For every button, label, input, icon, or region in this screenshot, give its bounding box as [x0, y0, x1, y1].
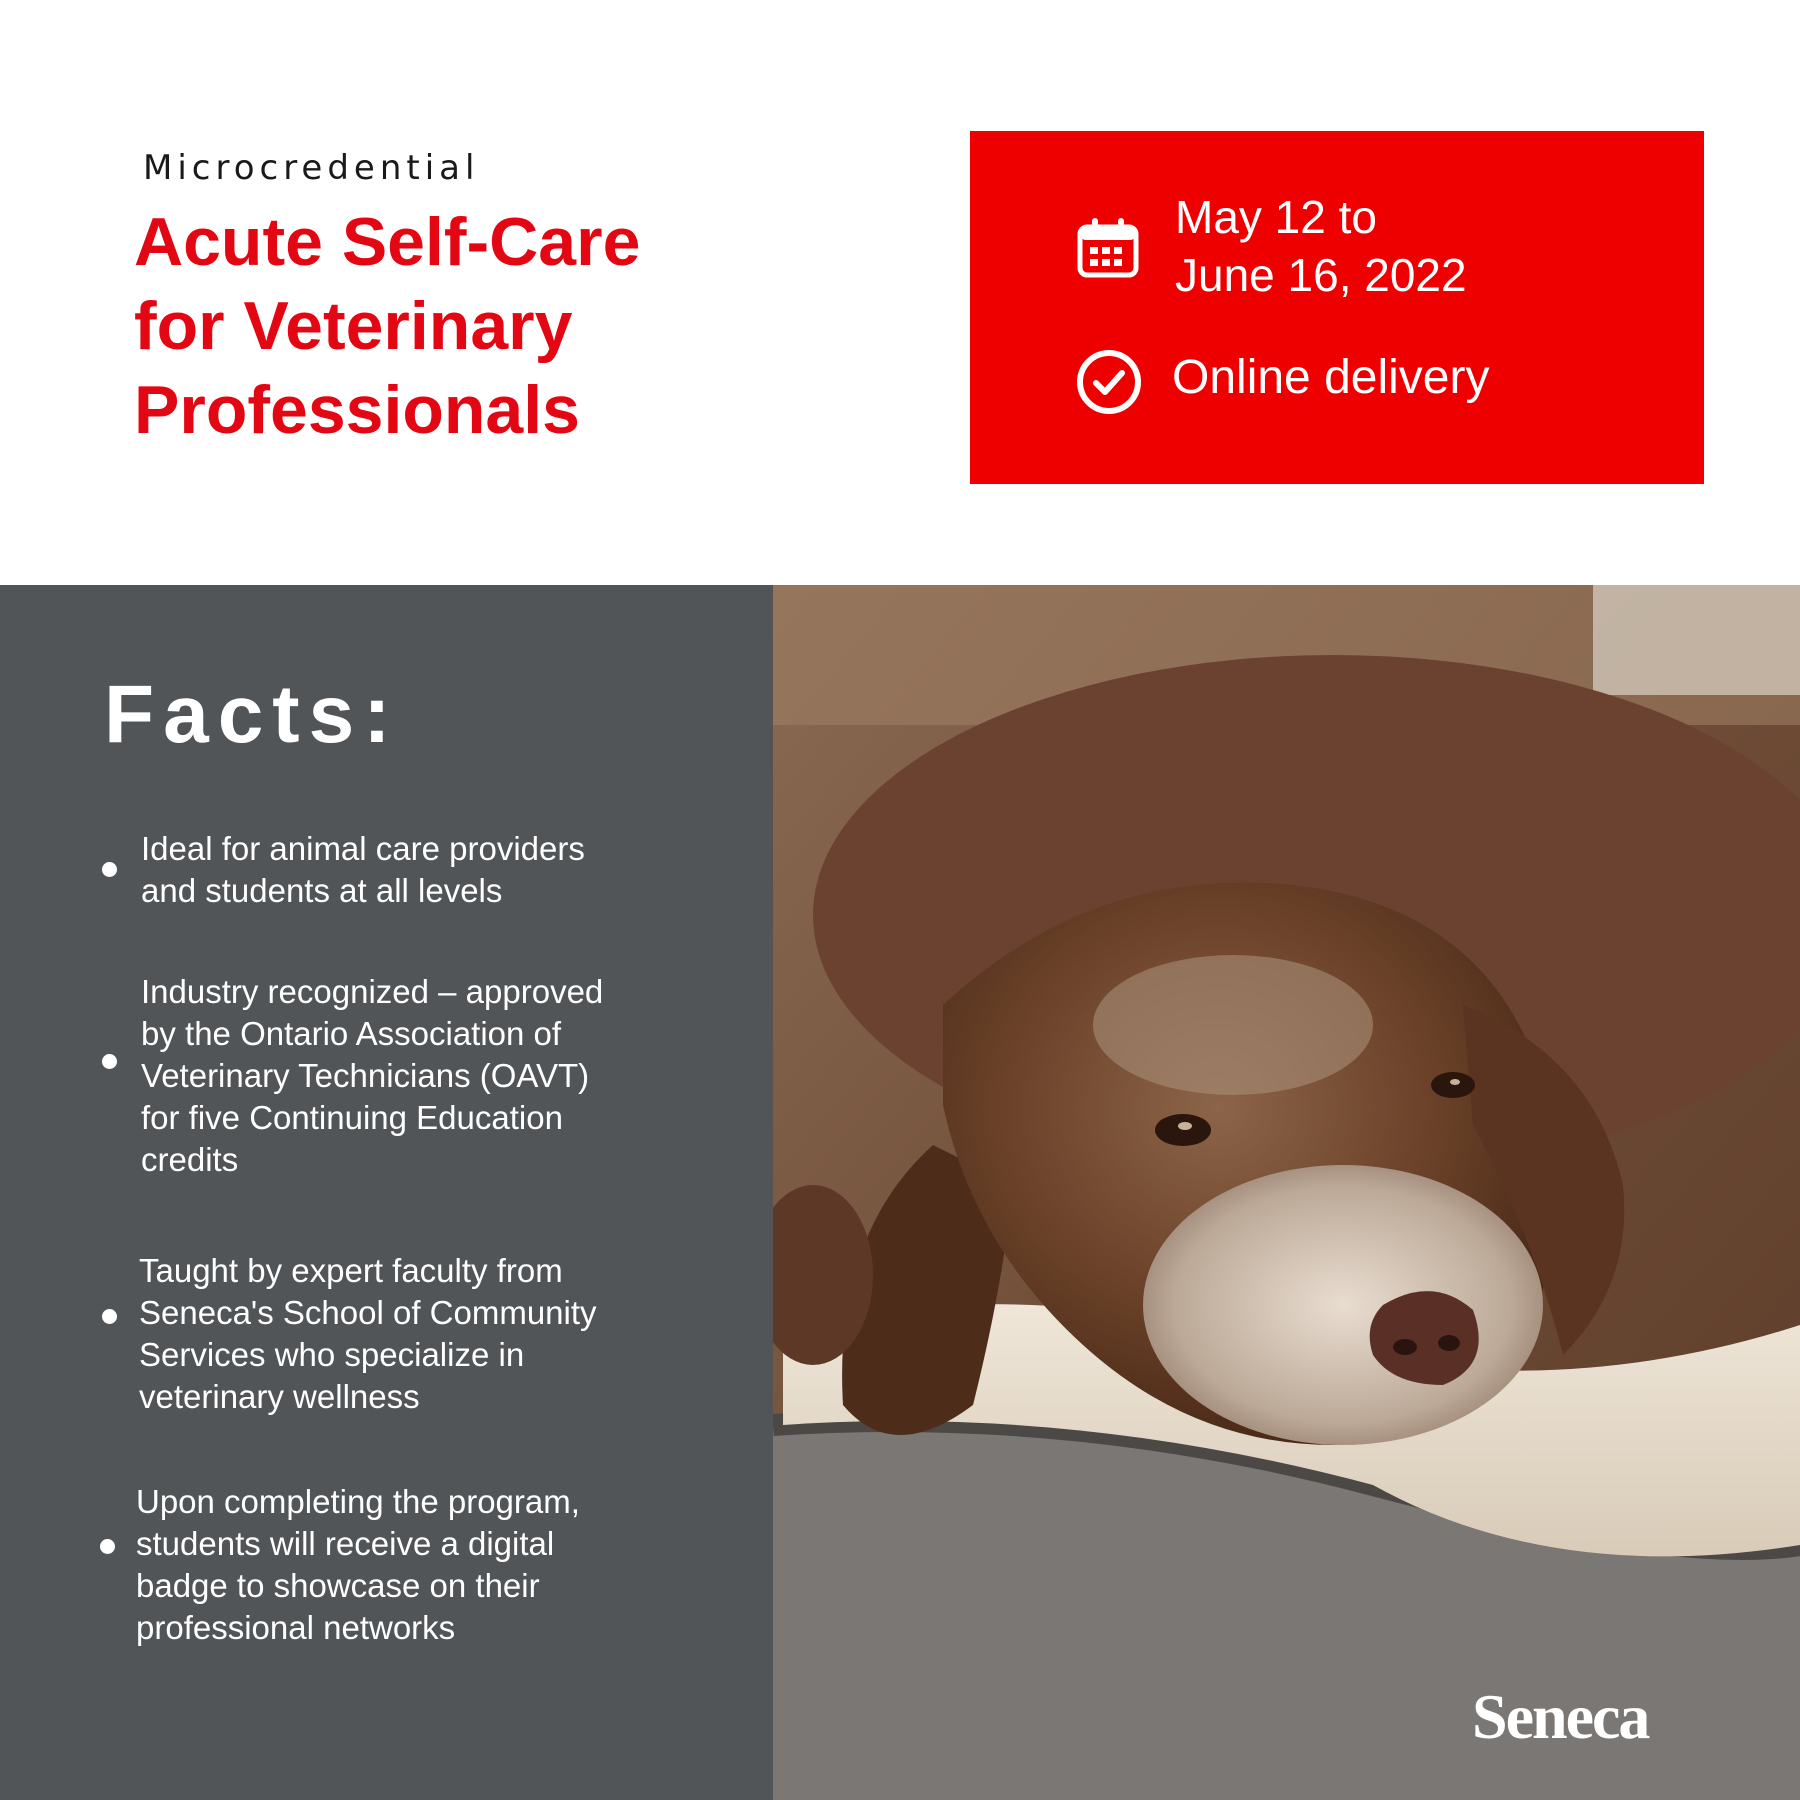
bullet-dot	[102, 1309, 117, 1324]
fact-line: Veterinary Technicians (OAVT)	[141, 1057, 590, 1094]
fact-line: and students at all levels	[141, 872, 503, 909]
title-line: Professionals	[134, 372, 580, 448]
title-line: Acute Self-Care	[134, 204, 641, 280]
fact-line: Ideal for animal care providers	[141, 830, 585, 867]
fact-line: Taught by expert faculty from	[139, 1252, 563, 1289]
fact-line: badge to showcase on their	[136, 1567, 540, 1604]
bullet-dot	[102, 1054, 117, 1069]
date-line: May 12 to	[1175, 191, 1377, 243]
page-title	[134, 200, 774, 452]
date-range	[1175, 188, 1467, 304]
fact-line: by the Ontario Association of	[141, 1015, 562, 1052]
check-circle-icon	[1075, 348, 1143, 416]
fact-line: for five Continuing Education	[141, 1099, 563, 1136]
bullet-dot	[100, 1539, 115, 1554]
fact-line: professional networks	[136, 1609, 456, 1646]
fact-line: Seneca's School of Community	[139, 1294, 597, 1331]
seneca-logo: Seneca	[1472, 1681, 1649, 1752]
fact-line: credits	[141, 1141, 239, 1178]
dog-photo	[773, 585, 1800, 1800]
fact-line: Services who specialize in	[139, 1336, 525, 1373]
info-box	[970, 131, 1704, 484]
bullet-dot	[102, 862, 117, 877]
fact-line: Industry recognized – approved	[141, 973, 604, 1010]
eyebrow-label: Microcredential	[143, 148, 480, 188]
calendar-icon	[1075, 215, 1143, 283]
facts-title: Facts:	[104, 669, 400, 760]
fact-line: students will receive a digital	[136, 1525, 555, 1562]
date-line: June 16, 2022	[1175, 249, 1467, 301]
fact-line: Upon completing the program,	[136, 1483, 580, 1520]
fact-line: veterinary wellness	[139, 1378, 420, 1415]
delivery-mode: Online delivery	[1172, 351, 1490, 404]
title-line: for Veterinary	[134, 288, 573, 364]
